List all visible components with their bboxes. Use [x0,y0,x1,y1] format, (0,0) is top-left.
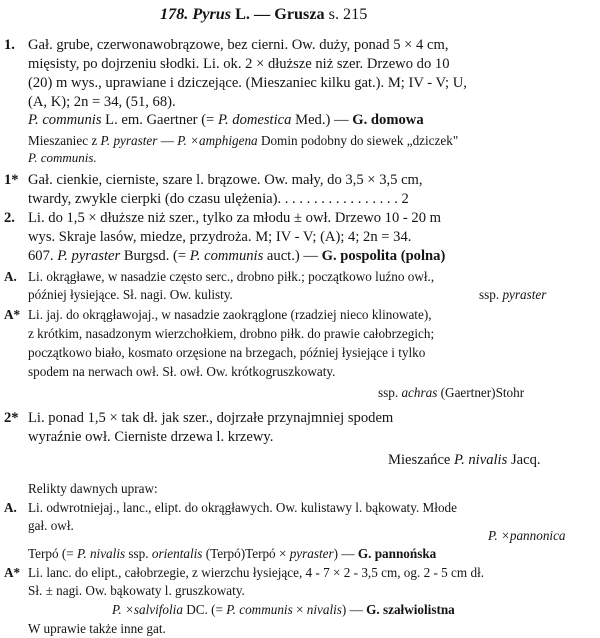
subspecies-achras: ssp. achras (Gaertner)Stohr [378,385,525,400]
taxon-domestica: P. communis L. em. Gaertner (= P. domestica Med.) — G. domowa [28,112,424,128]
subkey-as-line: z krótkim, nasadzonym wierzchołkiem, drobno piłk. do prawie całobrzegich; [28,326,435,341]
couplet-1s-line: Gał. cienkie, cierniste, szare l. brązowe. Ow. mały, do 3,5 × 3,5 cm, [28,172,423,188]
couplet-1-line: (20) m wys., uprawiane i dziczejące. (Mieszaniec kilku gat.). M; IV - V; U, [28,75,467,91]
subspecies-pyraster: ssp. pyraster [479,287,547,302]
couplet-2-number: 2. [4,210,15,226]
genus-header: 178. Pyrus L. — Grusza s. 215 [160,5,368,23]
relicts-a-label: A. [4,500,17,515]
couplet-2s-line: wyraźnie owł. Cierniste drzewa l. krzewy. [28,429,274,445]
couplet-1-line: mięsisty, po dojrzeniu słodki. Li. ok. 2 × dłuższe niż szer. Drzewo do 10 [28,56,450,72]
subkey-as-line: spodem na nerwach owł. Sł. owł. Ow. krótkogruszkowaty. [28,364,336,379]
cultivation-note: W uprawie także inne gat. [28,621,166,636]
couplet-2s-number: 2* [4,410,19,426]
subkey-as-line: początkowo biało, kosmato orzęsione na brzegach, później łysiejące i tylko [28,345,426,360]
relicts-as-label: A* [4,565,21,580]
taxon-pannonica: P. ×pannonica [488,528,566,543]
taxon-salvifolia: P. ×salvifolia DC. (= P. communis × nivalis) — G. szałwiolistna [112,602,455,617]
relicts-as-line: Sł. ± nagi. Ow. bąkowaty l. gruszkowaty. [28,583,245,598]
couplet-1-line: (A, K); 2n = 34, (51, 68). [28,94,176,110]
relicts-a-line: Li. odwrotniejaj., lanc., elipt. do okrągławych. Ow. kulistawy l. bąkowaty. Młode [28,500,457,515]
hybrids-nivalis: Mieszańce P. nivalis Jacq. [388,452,541,468]
taxon-pyraster: 607. P. pyraster Burgsd. (= P. communis auct.) — G. pospolita (polna) [28,248,446,264]
taxon-pannonica-name: Terpó (= P. nivalis ssp. orientalis (Terpó)Terpó × pyraster) — G. pannońska [28,546,437,561]
subkey-a-label: A. [4,269,17,284]
relicts-as-line: Li. lanc. do elipt., całobrzegie, z wierzchu łysiejące, 4 - 7 × 2 - 3,5 cm, og. 2 - 5 cm dł. [28,565,485,580]
subkey-as-line: Li. jaj. do okrągławojaj., w nasadzie zaokrąglone (rzadziej nieco klinowate), [28,307,432,322]
couplet-1-number: 1. [4,37,15,53]
couplet-1-line: Gał. grube, czerwonawobrązowe, bez cierni. Ow. duży, ponad 5 × 4 cm, [28,37,449,53]
subkey-as-label: A* [4,307,21,322]
subkey-a-line: później łysiejące. Sł. nagi. Ow. kulisty. [28,287,233,302]
couplet-1s-number: 1* [4,172,19,188]
hybrid-note: Mieszaniec z P. pyraster — P. ×amphigena Domin podobny do siewek „dziczek" [28,133,459,148]
couplet-1s-line: twardy, zwykle cierpki (do czasu ulężenia). . . . . . . . . . . . . . . . . 2 [28,191,409,207]
couplet-2s-line: Li. ponad 1,5 × tak dł. jak szer., dojrzałe przynajmniej spodem [28,410,394,426]
hybrid-note-end: P. communis. [28,150,97,165]
relicts-a-line: gał. owł. [28,518,74,533]
couplet-2-line: wys. Skraje lasów, miedze, przydroża. M; IV - V; (A); 4; 2n = 34. [28,229,412,245]
relicts-heading: Relikty dawnych upraw: [28,481,158,496]
couplet-2-line: Li. do 1,5 × dłuższe niż szer., tylko za młodu ± owł. Drzewo 10 - 20 m [28,210,442,226]
subkey-a-line: Li. okrągławe, w nasadzie często serc., drobno piłk.; początkowo luźno owł., [28,269,435,284]
